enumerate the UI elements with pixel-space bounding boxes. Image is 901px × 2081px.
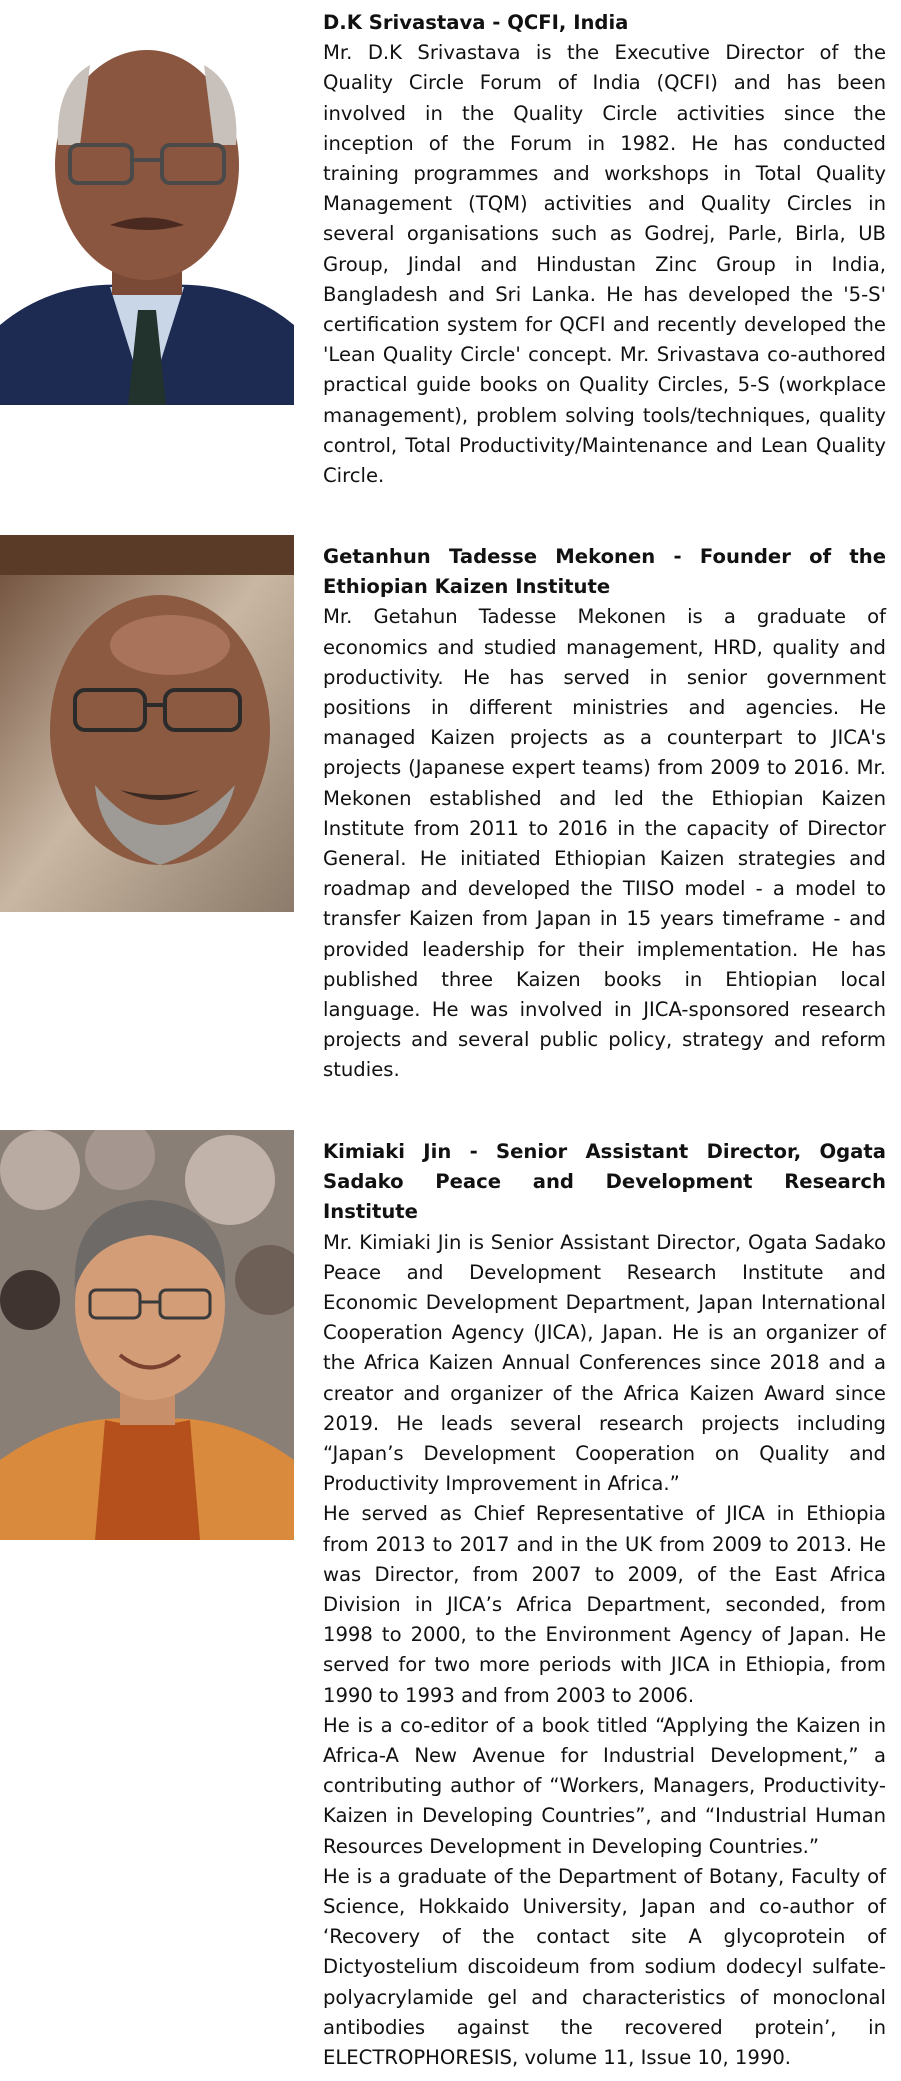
profile-text: [323, 8, 886, 491]
portrait-jin-image: [0, 1130, 294, 1540]
profile-text: [323, 1137, 886, 2073]
profile-bio-paragraph: Mr. Kimiaki Jin is Senior Assistant Director, Ogata Sadako Peace and Development Research Institute and Economic Development Department, Japan International Cooperation Agency (JICA), Japan. He is an organizer of the Africa Kaizen Annual Conferences since 2018 and a creator and organizer of the Africa Kaizen Award since 2019. He leads several research projects including “Japan’s Development Cooperation on Quality and Productivity Improvement in Africa.”: [323, 1230, 886, 1496]
profile-name: D.K Srivastava - QCFI, India: [323, 11, 629, 34]
profile-text: [323, 542, 886, 1086]
portrait-mekonen-image: [0, 535, 294, 912]
profile-bio-paragraph: Mr. D.K Srivastava is the Executive Director of the Quality Circle Forum of India (QCFI) and has been involved in the Quality Circle activities since the inception of the Forum in 1982. He has conducted training programmes and workshops in Total Quality Management (TQM) activities and Quality Circles in several organisations such as Godrej, Parle, Birla, UB Group, Jindal and Hindustan Zinc Group in India, Bangladesh and Sri Lanka. He has developed the '5-S' certification system for QCFI and recently developed the 'Lean Quality Circle' concept. Mr. Srivastava co-authored practical guide books on Quality Circles, 5-S (workplace management), problem solving tools/techniques, quality control, Total Productivity/Maintenance and Lean Quality Circle.: [323, 41, 886, 488]
profile-mekonen: [0, 520, 901, 1110]
profile-bio-paragraph: He is a graduate of the Department of Botany, Faculty of Science, Hokkaido University, Japan and co-author of ‘Recovery of the contact site A glycoprotein of Dictyostelium discoideum from sodium dodecyl sulfate-polyacrylamide gel and characteristics of monoclonal antibodies against the recovered protein’, in ELECTROPHORESIS, volume 11, Issue 10, 1990.: [323, 1864, 886, 2070]
profile-name: Getanhun Tadesse Mekonen - Founder of the Ethiopian Kaizen Institute: [323, 545, 886, 599]
portrait-photo: [0, 1130, 294, 1540]
portrait-srivastava-image: [0, 25, 294, 405]
portrait-photo: [0, 535, 294, 912]
profile-jin: [0, 1110, 901, 2081]
portrait-photo: [0, 25, 294, 405]
profile-srivastava: [0, 0, 901, 520]
profile-bio-paragraph: He served as Chief Representative of JICA in Ethiopia from 2013 to 2017 and in the UK from 2009 to 2013. He was Director, from 2007 to 2009, of the East Africa Division in JICA’s Africa Department, seconded, from 1998 to 2000, to the Environment Agency of Japan. He served for two more periods with JICA in Ethiopia, from 1990 to 1993 and from 2003 to 2006.: [323, 1502, 886, 1707]
profile-bio-paragraph: Mr. Getahun Tadesse Mekonen is a graduate of economics and studied management, HRD, quality and productivity. He has served in senior government positions in different ministries and agencies. He managed Kaizen projects as a counterpart to JICA's projects (Japanese expert teams) from 2009 to 2016. Mr. Mekonen established and led the Ethiopian Kaizen Institute from 2011 to 2016 in the capacity of Director General. He initiated Ethiopian Kaizen strategies and roadmap and developed the TIISO model - a model to transfer Kaizen from Japan in 15 years timeframe - and provided leadership for their implementation. He has published three Kaizen books in Ehtiopian local language. He was involved in JICA-sponsored research projects and several public policy, strategy and reform studies.: [323, 605, 886, 1082]
profile-bio-paragraph: He is a co-editor of a book titled “Applying the Kaizen in Africa-A New Avenue for Industrial Development,” a contributing author of “Workers, Managers, Productivity-Kaizen in Developing Countries”, and “Industrial Human Resources Development in Developing Countries.”: [323, 1713, 886, 1858]
profile-name: Kimiaki Jin - Senior Assistant Director, Ogata Sadako Peace and Development Research Institute: [323, 1140, 886, 1224]
